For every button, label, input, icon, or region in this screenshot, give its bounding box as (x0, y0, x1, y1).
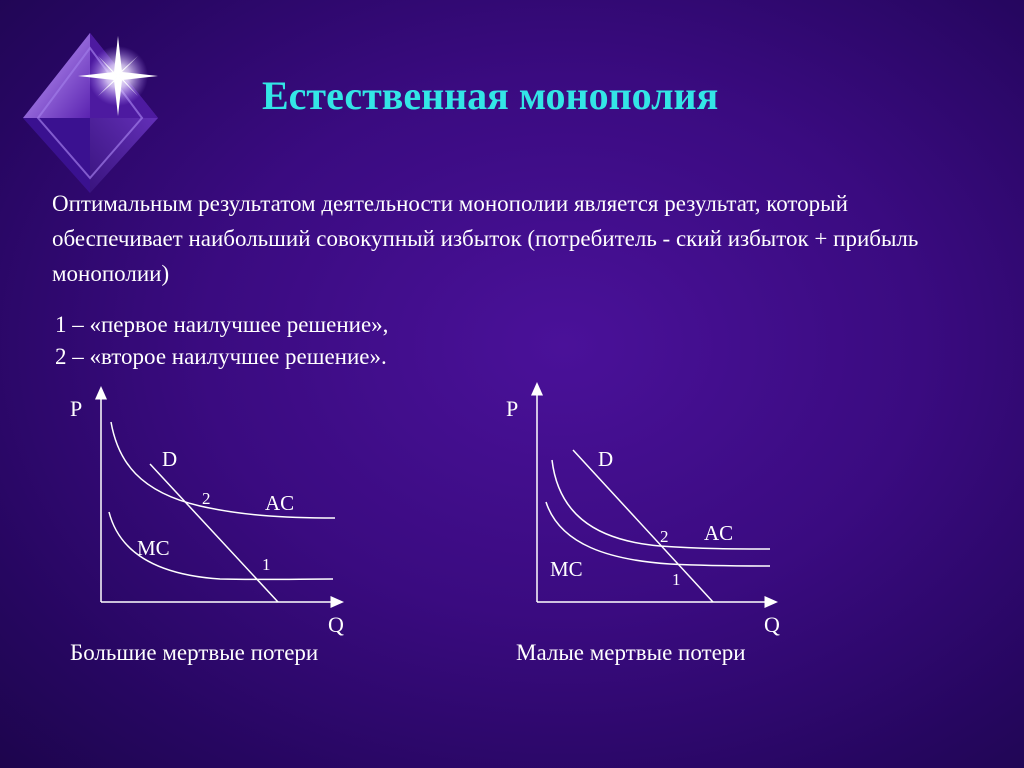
demand-label: D (598, 447, 614, 471)
demand-line (573, 450, 713, 602)
diamond-star-icon (18, 28, 168, 198)
note-first-best: 1 – «первое наилучшее решение», (55, 312, 389, 337)
demand-line (150, 464, 278, 602)
y-axis-label: P (70, 396, 83, 421)
caption-small-deadweight-loss: Малые мертвые потери (516, 640, 746, 665)
ac-label: AC (704, 521, 734, 545)
mc-label: MC (550, 557, 583, 581)
ac-label: AC (265, 491, 295, 515)
x-axis-label: Q (328, 612, 344, 637)
y-axis-label: P (506, 396, 519, 421)
note-second-best: 2 – «второе наилучшее решение». (55, 344, 387, 369)
point-1-label: 1 (262, 555, 271, 574)
point-2-label: 2 (660, 527, 669, 546)
caption-large-deadweight-loss: Большие мертвые потери (70, 640, 319, 665)
x-axis-label: Q (764, 612, 780, 637)
intro-paragraph: Оптимальным результатом деятельности монополии является результат, который обеспечивает наибольший совокупный избыток (потребитель - ский избыток + прибыль монополии) (52, 191, 919, 286)
point-1-label: 1 (672, 570, 681, 589)
mc-label: MC (137, 536, 170, 560)
slide-title: Естественная монополия (262, 73, 719, 118)
ac-curve (111, 422, 335, 518)
graph-large-deadweight-loss (0, 380, 480, 680)
demand-label: D (162, 447, 178, 471)
graph-small-deadweight-loss (440, 380, 920, 680)
point-2-label: 2 (202, 489, 211, 508)
